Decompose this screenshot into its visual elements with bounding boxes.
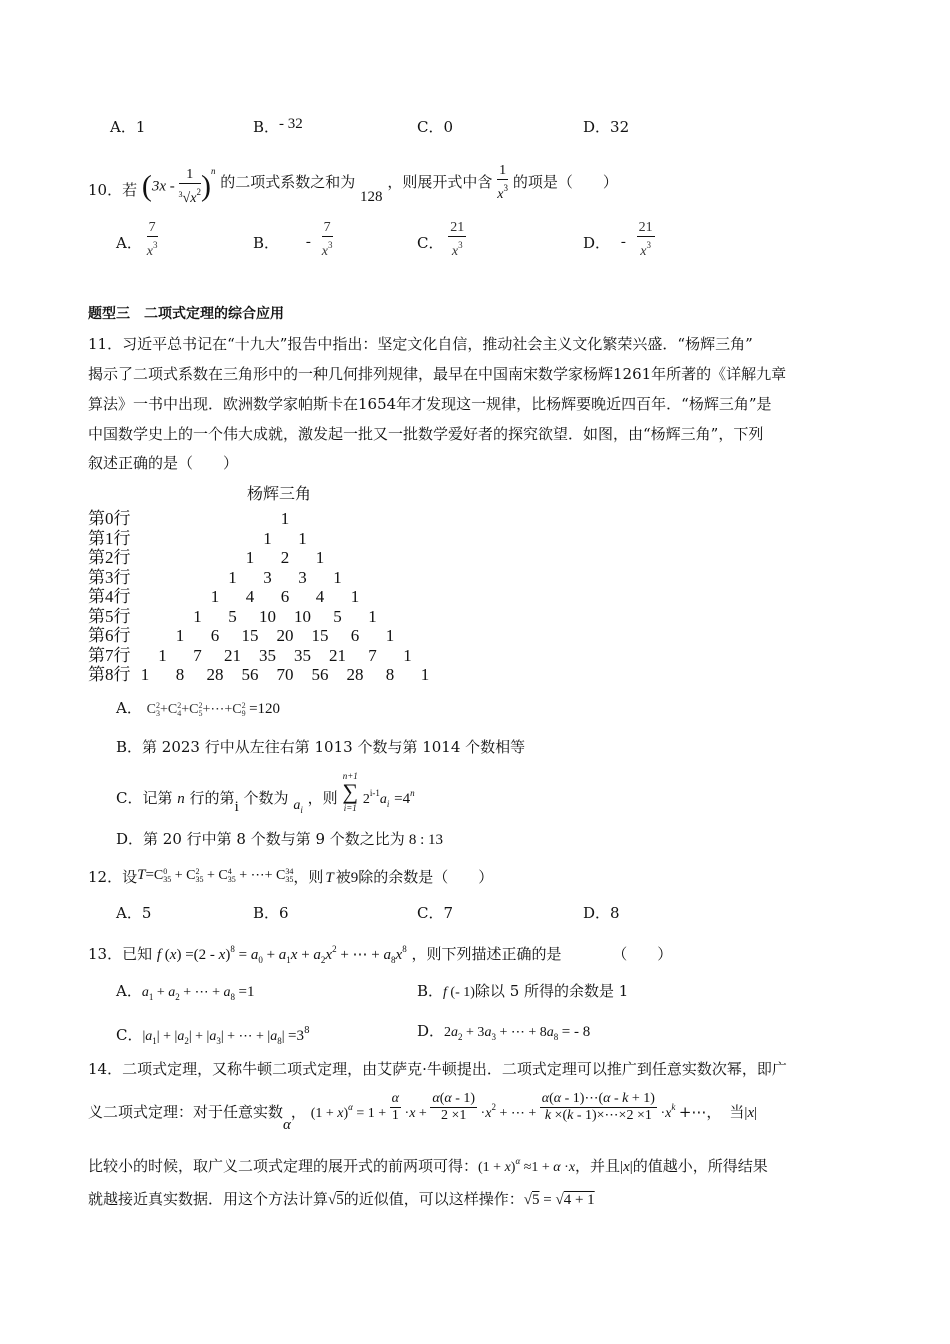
q10-option-a: A． $\frac{7}{x^3}$: [116, 220, 158, 259]
q12-option-c: C．7: [417, 904, 454, 922]
triangle-number: 70: [276, 665, 294, 684]
triangle-row-label: 第1行: [88, 528, 131, 548]
question-10: 10．若 (3x - $\frac{1}{^3√x^2}$ )$^n$ 的二项式系数之和为 128 ，则展开式中含 $\frac{1}{x^3}$ 的项是（ ）: [88, 163, 618, 206]
triangle-number: 10: [294, 606, 311, 626]
q13-option-b: B．f (- 1)除以 5 所得的余数是 1: [417, 982, 629, 1000]
q13-option-a: A．$a_1 + a_2$ + ⋯ + $a_8 =1$: [116, 982, 255, 1002]
triangle-number: 1: [210, 587, 220, 606]
triangle-number: 35: [294, 645, 311, 665]
triangle-number: 35: [259, 645, 276, 665]
q9-option-b: B．- 32: [253, 116, 303, 136]
triangle-number: 4: [315, 587, 325, 606]
triangle-number: 28: [346, 665, 364, 684]
q11-option-c: C．记第 n 行的第i 个数为 $a_i$ ，则 n+1 ∑ i=1 $2^{i-1}a_i =4_n$: [116, 771, 415, 815]
triangle-number: 15: [241, 626, 259, 645]
triangle-number: 1: [350, 587, 360, 606]
triangle-number: 5: [333, 606, 342, 626]
triangle-number: 6: [350, 626, 360, 645]
triangle-number: 1: [280, 509, 290, 528]
q9-option-d: D．32: [583, 118, 630, 136]
triangle-number: 1: [245, 548, 255, 567]
triangle-number: 1: [175, 626, 185, 645]
triangle-number: 3: [263, 567, 272, 587]
triangle-row-label: 第4行: [88, 587, 131, 606]
triangle-number: 1: [333, 567, 342, 587]
triangle-number: 8: [385, 665, 395, 684]
question-13: 13．已知 f $(x) =(2 - x)^8 = a_0 + a_1x + a_2x^2$ + ⋯ + $a_8x^8$ ，则下列描述正确的是 （ ）: [88, 944, 673, 965]
triangle-number: 1: [420, 665, 430, 684]
triangle-number: 6: [210, 626, 220, 645]
triangle-number: 1: [315, 548, 325, 567]
q10-option-b: B． - $\frac{7}{x^3}$: [253, 220, 333, 259]
q11-line-4: 中国数学史上的一个伟大成就，激发起一批又一批数学爱好者的探究欲望．如图，由“杨辉三角”，下列: [88, 425, 764, 443]
q13-option-c: C．$|a_1| + |a_2| + |a_3|$ + ⋯ + $|a_8| =3^8$: [116, 1026, 310, 1046]
triangle-number: 1: [158, 645, 167, 665]
triangle-row-label: 第8行: [88, 665, 131, 684]
triangle-number: 28: [206, 665, 224, 684]
triangle-number: 1: [140, 665, 150, 684]
q11-option-b: B．第 2023 行中从左往右第 1013 个数与第 1014 个数相等: [116, 738, 526, 756]
triangle-number: 1: [298, 528, 307, 548]
q14-line-1: 14．二项式定理，又称牛顿二项式定理，由艾萨克·牛顿提出．二项式定理可以推广到任意实数次幂，即广: [88, 1060, 787, 1078]
triangle-number: 1: [403, 645, 412, 665]
triangle-row-label: 第3行: [88, 567, 131, 587]
q13-option-d: D．$2a_2 + 3a_3$ + ⋯ + $8a_8$ = - 8: [417, 1022, 591, 1042]
triangle-number: 4: [245, 587, 255, 606]
triangle-number: 15: [311, 626, 329, 645]
triangle-number: 5: [228, 606, 237, 626]
q10-option-d: D． - $\frac{21}{x^3}$: [583, 220, 653, 259]
triangle-row-label: 第6行: [88, 626, 131, 645]
triangle-row-label: 第7行: [88, 645, 131, 665]
q12-option-d: D．8: [583, 904, 620, 922]
q12-option-b: B．6: [253, 904, 289, 922]
section-3-title: 题型三 二项式定理的综合应用: [88, 306, 284, 322]
q14-line-2: 义二项式定理：对于任意实数α， $(1 + x)^\alpha = 1$ + $\frac{\alpha}{1}$ ·x + $\frac{\alpha(\alpha - 1)}{2 \times 1}$ $\cdot x^2$ + ⋯ + $\frac{\alpha(\alpha - 1)\cdots(\alpha - k + 1)}{k \times(k - 1)\times\cdots\times 2 \times 1}$ $\cdot x^k$ +⋯， 当|x|: [88, 1090, 758, 1133]
q10-option-c: C． $\frac{21}{x^3}$: [417, 220, 465, 259]
q11-line-1: 11．习近平总书记在“十九大”报告中指出：坚定文化自信，推动社会主义文化繁荣兴盛．“杨辉三角”: [88, 335, 753, 353]
triangle-number: 8: [175, 665, 185, 684]
q14-line-4: 就越接近真实数据．用这个方法计算√5的近似值，可以这样操作：√5 = √4 + 1: [88, 1190, 595, 1208]
q11-line-2: 揭示了二项式系数在三角形中的一种几何排列规律，最早在中国南宋数学家杨辉1261年所著的《详解九章: [88, 365, 787, 383]
triangle-title: 杨辉三角: [247, 484, 312, 503]
triangle-number: 56: [241, 665, 259, 684]
triangle-number: 1: [193, 606, 202, 626]
triangle-number: 7: [193, 645, 202, 665]
triangle-number: 21: [224, 645, 241, 665]
triangle-number: 7: [368, 645, 377, 665]
q12-option-a: A．5: [116, 904, 152, 922]
triangle-number: 20: [276, 626, 294, 645]
q11-line-3: 算法》一书中出现．欧洲数学家帕斯卡在1654年才发现这一规律，比杨辉要晚近四百年．“杨辉三角”是: [88, 395, 772, 413]
q14-line-3: 比较小的时候，取广义二项式定理的展开式的前两项可得：$(1 + x)^\alpha \approx 1 + \alpha \cdot x$，并且|x|的值越小，所得结果: [88, 1156, 768, 1175]
q11-option-d: D．第 20 行中第 8 个数与第 9 个数之比为 8 : 13: [116, 830, 443, 848]
triangle-number: 1: [228, 567, 237, 587]
triangle-number: 21: [329, 645, 346, 665]
triangle-number: 1: [385, 626, 395, 645]
triangle-row-label: 第5行: [88, 606, 131, 626]
q11-line-5: 叙述正确的是（ ）: [88, 454, 239, 472]
question-12: 12．设T=C 0 35 + C 2 35 + C 4 35 + ⋯+ C 34 35 ，则 T 被9除的余数是（ ）: [88, 866, 494, 886]
q9-option-a: A．1: [110, 118, 146, 136]
triangle-number: 56: [311, 665, 329, 684]
triangle-number: 10: [259, 606, 276, 626]
triangle-number: 1: [368, 606, 377, 626]
triangle-row-label: 第0行: [88, 509, 131, 528]
q11-option-a: A． C 2 3 +C 2 4 +C 2 5 +⋯+C 2 9 =120: [116, 699, 281, 718]
triangle-number: 6: [280, 587, 290, 606]
triangle-number: 3: [298, 567, 307, 587]
q9-option-c: C．0: [417, 118, 454, 136]
triangle-number: 2: [280, 548, 290, 567]
triangle-row-label: 第2行: [88, 548, 131, 567]
triangle-number: 1: [263, 528, 272, 548]
